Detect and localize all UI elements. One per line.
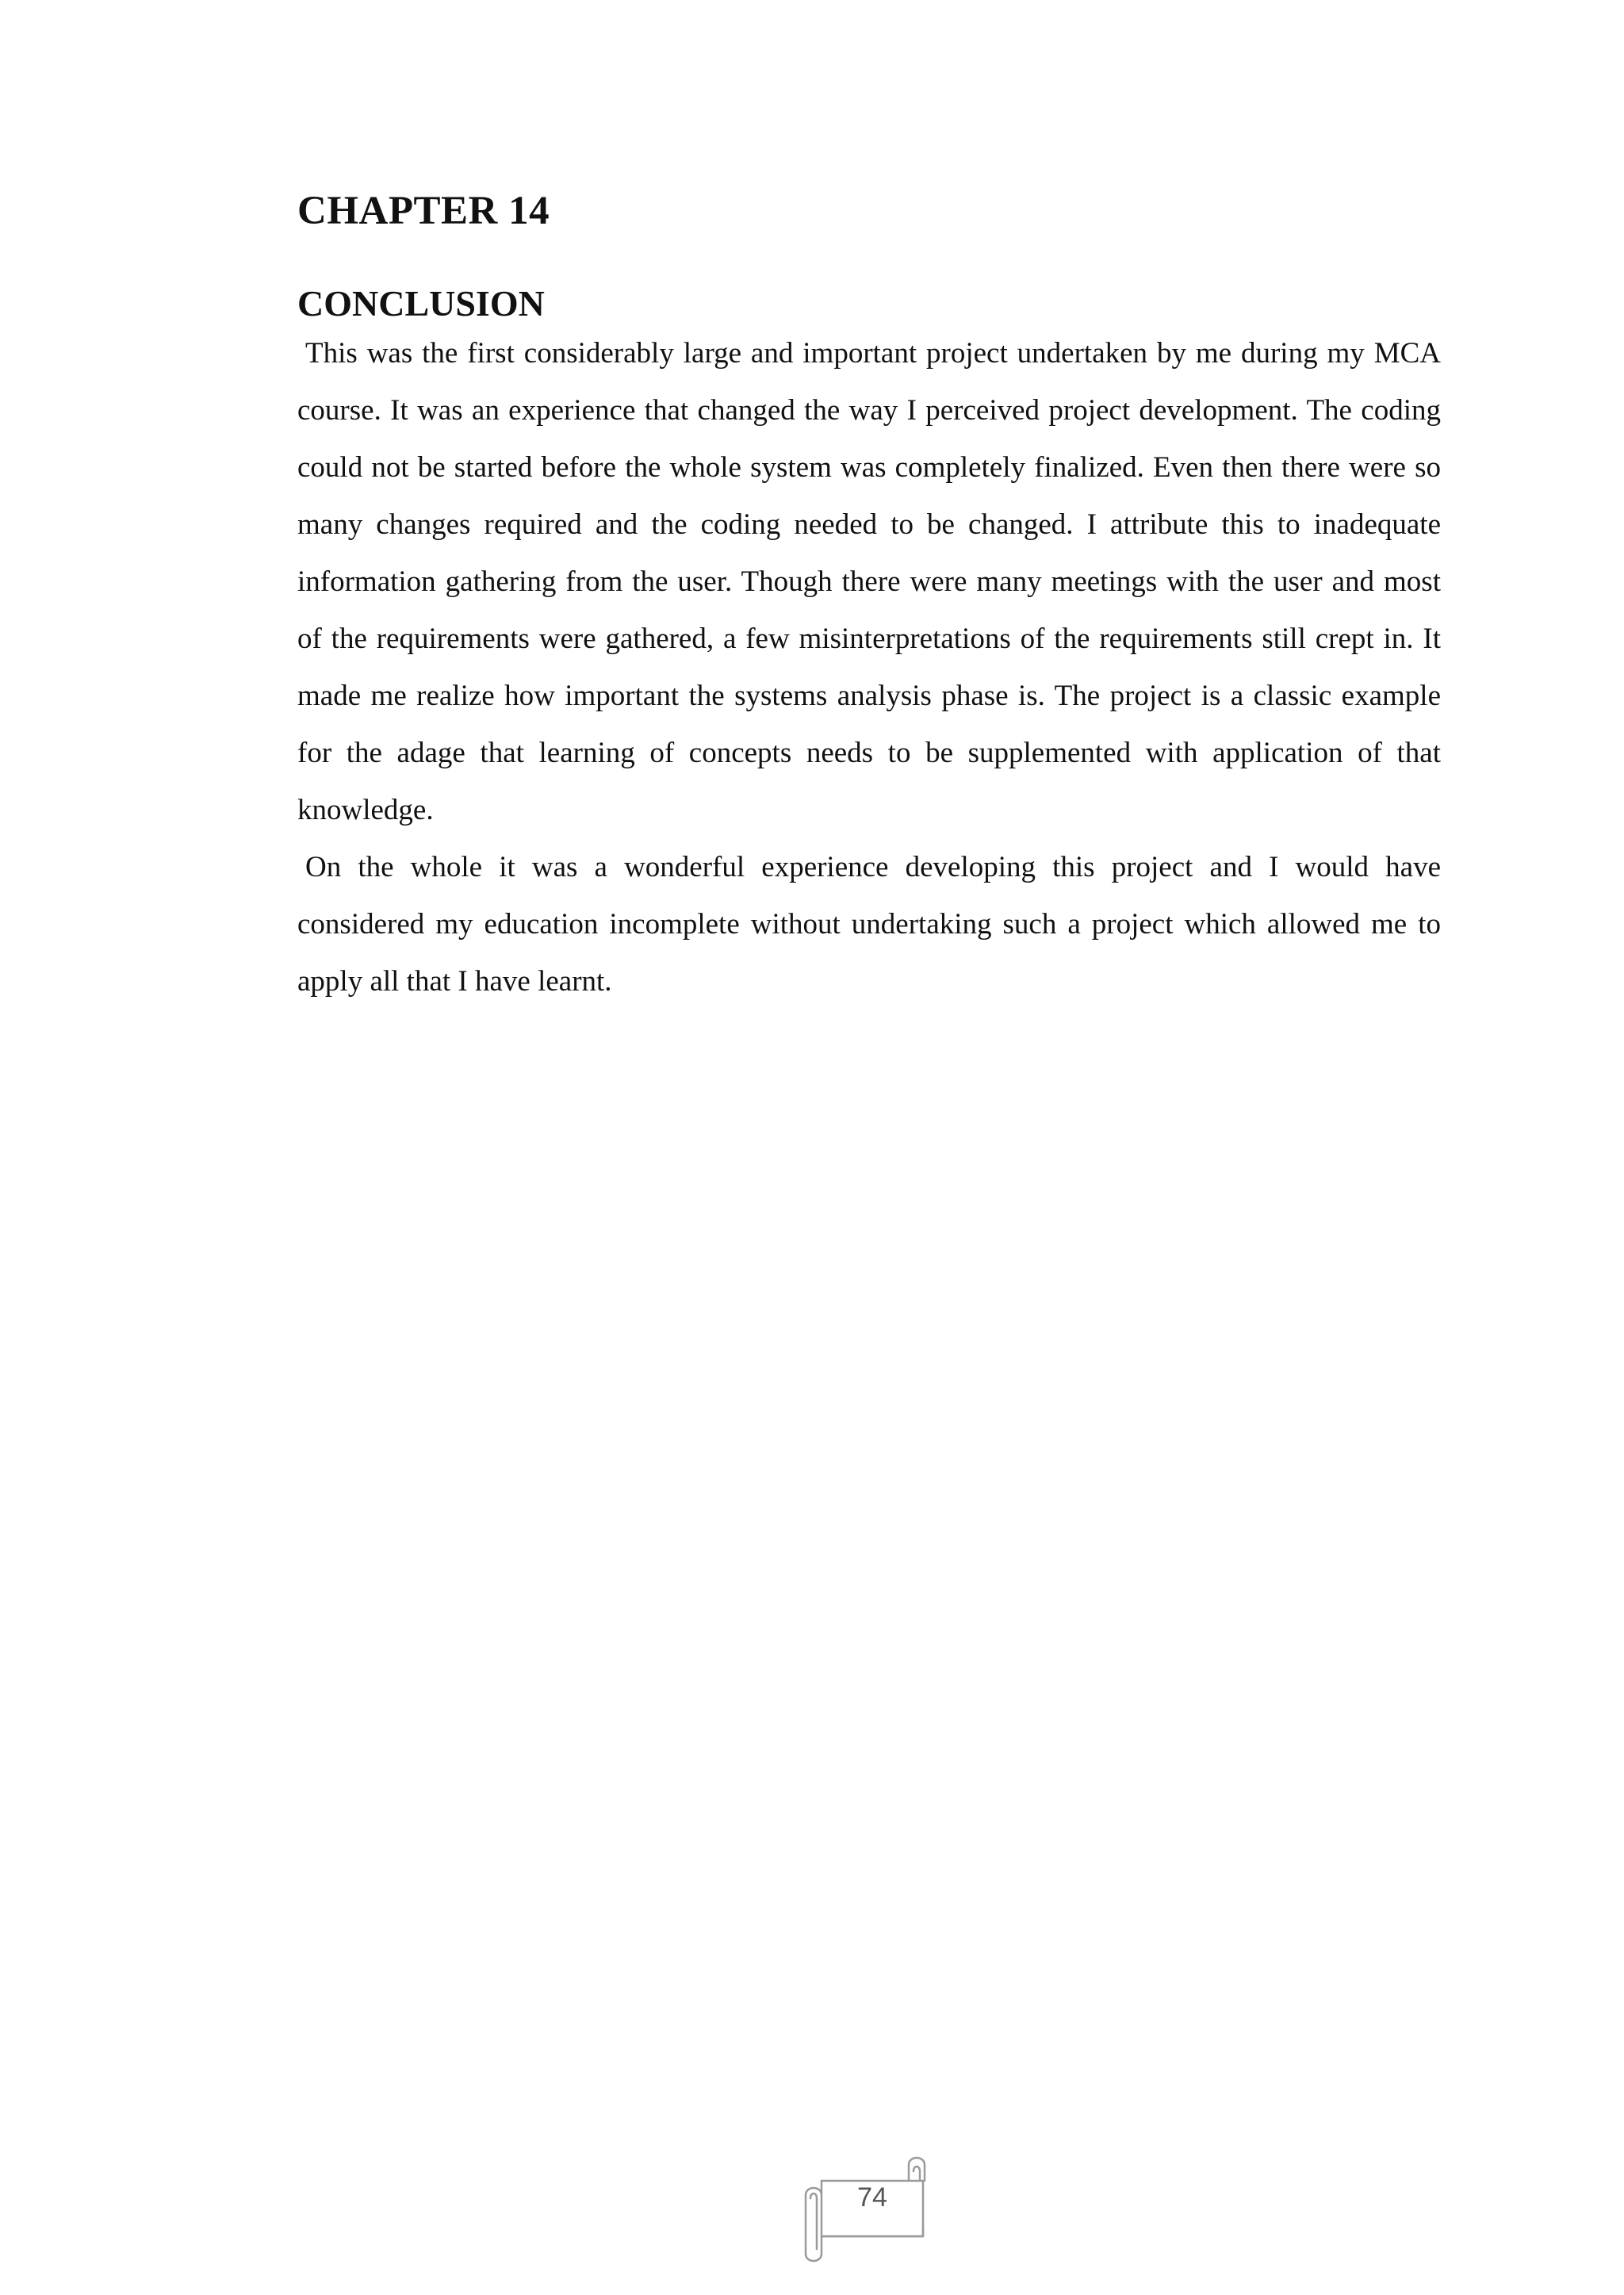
page-content — [297, 187, 1441, 1010]
paragraph-1: This was the first considerably large and important project undertaken by me during my MCA course. It was an experience that changed the way I perceived project development. The coding could not be started before the whole system was completely finalized. Even then there were so many changes required and the coding needed to be changed. I attribute this to inadequate information gathering from the user. Though there were many meetings with the user and most of the requirements were gathered, a few misinterpretations of the requirements still crept in. It made me realize how important the systems analysis phase is. The project is a classic example for the adage that learning of concepts needs to be supplemented with application of that knowledge. — [297, 337, 1441, 827]
chapter-title: CHAPTER 14 — [297, 189, 550, 233]
section-title: CONCLUSION — [297, 283, 545, 324]
paragraph-2: On the whole it was a wonderful experience developing this project and I would have considered my education incomplete without undertaking such a project which allowed me to apply all that I have learnt. — [297, 851, 1441, 998]
page-number: 74 — [857, 2182, 887, 2213]
